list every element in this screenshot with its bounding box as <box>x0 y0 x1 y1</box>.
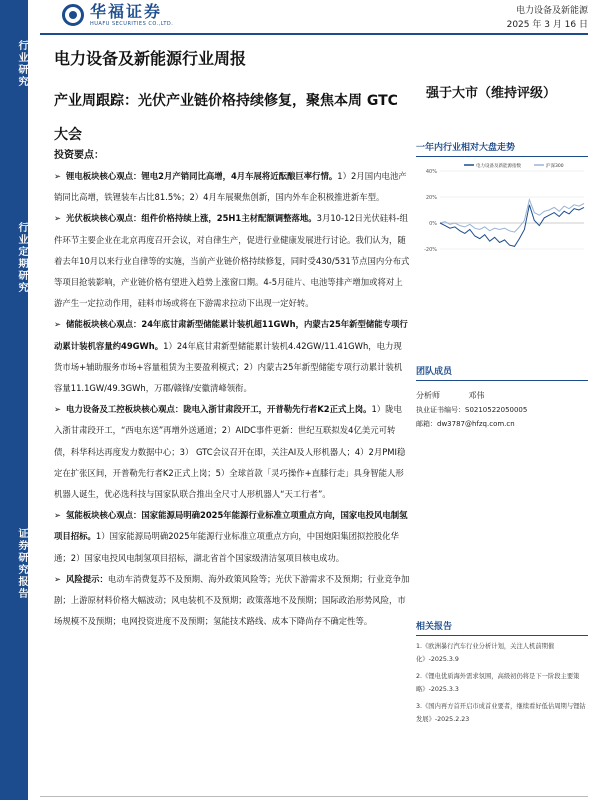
related-report-item[interactable]: 3.《国内再方首开启市成首业要者，继续看好低估周期与锂钴发展》-2025.2.23 <box>416 703 586 723</box>
y-tick-label: 40% <box>425 169 437 175</box>
paragraph-bold: 风险提示： <box>66 573 108 584</box>
paragraph-power-equipment <box>54 399 410 505</box>
rating: 强于大市（维持评级） <box>426 86 557 101</box>
paragraph-lithium <box>54 166 410 208</box>
team-section <box>416 364 588 431</box>
y-tick-label: 0% <box>429 221 437 227</box>
analyst-label: 分析师 <box>416 391 440 400</box>
team-title: 团队成员 <box>416 364 588 381</box>
header-industry: 电力设备及新能源 <box>515 6 588 16</box>
chart-title: 一年内行业相对大盘走势 <box>416 140 588 157</box>
analyst-row <box>416 389 588 403</box>
paragraph-bold: 氢能板块核心观点：国家能源局明确2025年能源行业标准立项重点方向，国家电投风电制氢项目招标。 <box>54 510 408 542</box>
paragraph-hydrogen <box>54 505 410 569</box>
paragraph-risk <box>54 569 410 633</box>
paragraph-text: 1）陇电入浙甘肃段开工，“西电东送”再增外送通道；2）AIDC事件更新：世纪互联拟发4亿美元可转债，科华科达再度发力数据中心；3） GTC会议召开在即，关注AI及人形机器人；4）2月PMI稳定在扩张区间，开普勒先行者K2正式上岗；5）全球首款「灵巧操作+直膝行走」具身智能人形机器人诞生，优必选科技与国家队联合推出全尺寸人形机器人“天工行者”。 <box>54 404 406 500</box>
y-tick-label: -20% <box>424 247 437 253</box>
analyst-name: 邓伟 <box>468 391 485 400</box>
analyst-license: 执业证书编号：S0210522050005 <box>416 406 528 414</box>
body-text <box>54 166 410 632</box>
logo-name: 华福证券 <box>90 2 163 21</box>
headline: 产业周跟踪：光伏产业链价格持续修复，聚焦本周 GTC 大会 <box>54 93 398 143</box>
report-title: 电力设备及新能源行业周报 <box>54 49 247 68</box>
arrow-bullet-icon: ➢ <box>54 319 62 330</box>
arrow-bullet-icon: ➢ <box>54 213 62 224</box>
paragraph-bold: 电力设备及工控板块核心观点：陇电入浙甘肃段开工，开普勒先行者K2正式上岗。 <box>66 404 372 415</box>
related-reports <box>416 619 588 726</box>
company-logo <box>62 3 173 27</box>
sidebar <box>0 0 28 800</box>
paragraph-text: 1）24年底甘肃新型储能累计装机4.42GW/11.41GWh，电力现货市场+辅助服务市场+容量租赁为主要盈利模式；2）内蒙古25年新型储能专项行动累计装机容量11.1GW/49.3GWh，万郡/赣锋/安徽清峰领衔。 <box>54 340 403 394</box>
section-title: 投资要点： <box>54 150 104 161</box>
paragraph-text: 1）国家能源局明确2025年能源行业标准立项重点方向，中国炮阳集团拟控股化华通；2）国家电投风电制氢项目招标，湖北省首个国家级清洁氢项目核电成功。 <box>54 531 399 563</box>
arrow-bullet-icon: ➢ <box>54 573 62 584</box>
relative-performance-chart <box>416 140 588 261</box>
related-report-item[interactable]: 2.《锂电优质海外需求氛围，高级初仍将是下一阶段主要策略》-2025.3.3 <box>416 673 580 693</box>
arrow-bullet-icon: ➢ <box>54 171 62 181</box>
paragraph-storage <box>54 314 410 399</box>
header-date: 2025 年 3 月 16 日 <box>506 20 588 30</box>
related-title: 相关报告 <box>416 619 588 636</box>
paragraph-solar <box>54 208 410 314</box>
sidebar-label-top: 行业研究 <box>16 40 27 88</box>
y-tick-label: 20% <box>425 195 437 201</box>
paragraph-bold: 锂电板块核心观点：锂电2月产销同比高增，4月车展将近酝酿巨率行情。 <box>66 171 338 181</box>
arrow-bullet-icon: ➢ <box>54 404 62 415</box>
legend-label-industry: 电力设备及新能源指数 <box>476 164 521 169</box>
chart-plot <box>416 157 588 257</box>
header-meta <box>507 4 588 32</box>
footer-divider <box>40 796 588 797</box>
logo-mark-icon <box>62 4 84 26</box>
sidebar-label-middle: 行业定期研究 <box>16 222 27 294</box>
paragraph-text: 电动车消费复苏不及预期、海外政策风险等；光伏下游需求不及预期；行业竞争加剧；上游原材料价格大幅波动；风电装机不及预期；政策落地不及预期；国际政治形势风险，市场规模不及预期；电网投资进度不及预期；氢能技术路线、成本下降尚存不确定性等。 <box>54 573 410 627</box>
analyst-email[interactable]: 邮箱：dw3787@hfzq.com.cn <box>416 420 515 428</box>
logo-name-en: HUAFU SECURITIES CO.,LTD. <box>90 21 174 27</box>
paragraph-bold: 光伏板块核心观点：组件价格持续上涨，25H1主材配额调整落地。 <box>66 213 317 224</box>
paragraph-bold: 储能板块核心观点：24年底甘肃新型储能累计装机超11GWh，内蒙古25年新型储能专项行动累计装机容量约49GWh。 <box>54 319 408 351</box>
series-line-index <box>440 200 584 233</box>
paragraph-text: 1）2月国内电池产销同比高增，铁锂装车占比81.5%；2）4月车展聚焦创新，国内外车企积极推进新车型。 <box>54 171 407 203</box>
header-divider <box>40 33 588 35</box>
sidebar-label-bottom: 证券研究报告 <box>16 528 27 600</box>
arrow-bullet-icon: ➢ <box>54 510 62 521</box>
paragraph-text: 3月10-12日光伏硅料-组件环节主要企业在北京再度召开会议，对自律生产，促进行业健康发展进行讨论。我们认为，随着去年10月以来行业自律等的实施，当前产业链价格持续修复，同时受430/531节点国内分布式等项目抢装影响，产业链价格有望进入趋势上涨窗口期。4-5月硅片、电池等排产增加或将对上游产生一定拉动作用，硅料市场或将在下游需求拉动下出现一定好转。 <box>54 213 410 309</box>
legend-label-index: 沪深300 <box>546 164 564 169</box>
related-report-item[interactable]: 1.《欧洲暴行汽车行业分析计划，关注人机前期催化》-2025.3.9 <box>416 643 555 663</box>
